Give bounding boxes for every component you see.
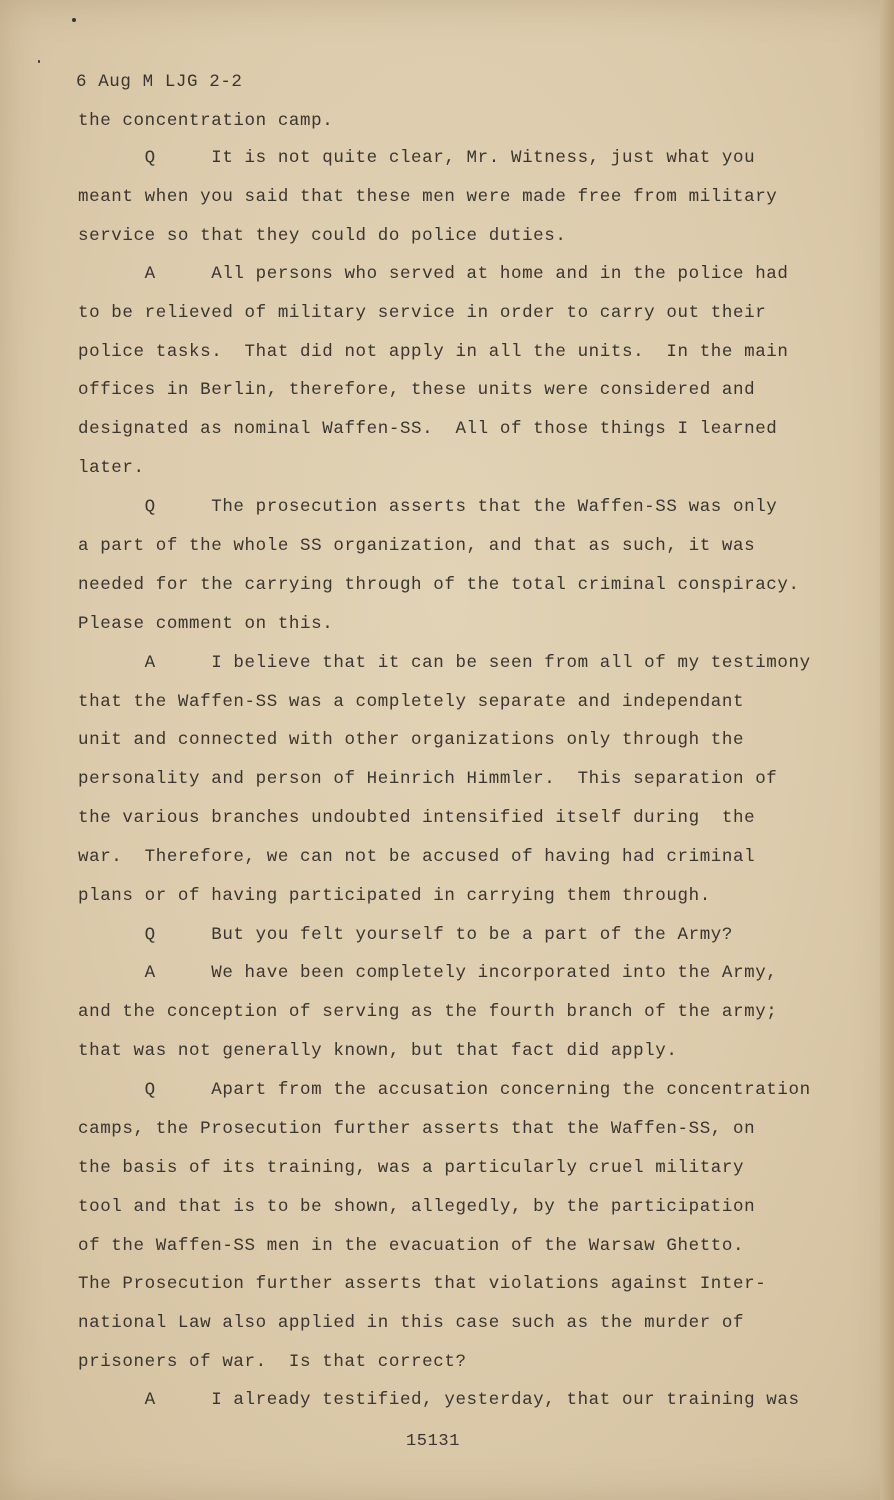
transcript-line: plans or of having participated in carrying them through. [78,886,711,906]
page-number: 15131 [406,1432,461,1451]
transcript-line: camps, the Prosecution further asserts that the Waffen-SS, on [78,1119,756,1139]
transcript-line: Q But you felt yourself to be a part of the Army? [78,925,734,945]
transcript-line: later. [78,458,145,478]
transcript-line: a part of the whole SS organization, and that as such, it was [78,536,756,556]
ink-speck [72,18,76,22]
transcript-line: meant when you said that these men were made free from military [78,187,778,207]
transcript-line: A I already testified, yesterday, that our training was [78,1390,800,1410]
transcript-line: the basis of its training, was a particularly cruel military [78,1158,745,1178]
document-header: 6 Aug M LJG 2-2 [76,72,243,92]
transcript-line: of the Waffen-SS men in the evacuation of the Warsaw Ghetto. [78,1236,745,1256]
ink-speck [38,60,40,63]
transcript-line: that the Waffen-SS was a completely separate and independant [78,692,745,712]
transcript-line: national Law also applied in this case such as the murder of [78,1313,745,1333]
transcript-line: needed for the carrying through of the total criminal conspiracy. [78,575,800,595]
transcript-line: Q Apart from the accusation concerning the concentration [78,1080,811,1100]
page-edge-shadow [880,0,894,1500]
transcript-line: the concentration camp. [78,111,334,131]
transcript-line: A We have been completely incorporated into the Army, [78,963,778,983]
transcript-line: war. Therefore, we can not be accused of having had criminal [78,847,756,867]
transcript-line: Q It is not quite clear, Mr. Witness, just what you [78,148,756,168]
transcript-line: the various branches undoubted intensified itself during the [78,808,756,828]
transcript-line: that was not generally known, but that fact did apply. [78,1041,678,1061]
transcript-line: unit and connected with other organizations only through the [78,730,745,750]
transcript-line: Q The prosecution asserts that the Waffen-SS was only [78,497,778,517]
transcript-line: offices in Berlin, therefore, these units were considered and [78,380,756,400]
transcript-line: prisoners of war. Is that correct? [78,1352,467,1372]
transcript-line: designated as nominal Waffen-SS. All of those things I learned [78,419,778,439]
transcript-line: A All persons who served at home and in the police had [78,264,789,284]
transcript-line: service so that they could do police duties. [78,226,567,246]
transcript-line: tool and that is to be shown, allegedly, by the participation [78,1197,756,1217]
transcript-line: to be relieved of military service in order to carry out their [78,303,767,323]
transcript-line: police tasks. That did not apply in all the units. In the main [78,342,789,362]
transcript-line: and the conception of serving as the fourth branch of the army; [78,1002,778,1022]
transcript-line: personality and person of Heinrich Himmler. This separation of [78,769,778,789]
transcript-line: The Prosecution further asserts that violations against Inter- [78,1274,767,1294]
transcript-line: Please comment on this. [78,614,334,634]
transcript-line: A I believe that it can be seen from all of my testimony [78,653,811,673]
